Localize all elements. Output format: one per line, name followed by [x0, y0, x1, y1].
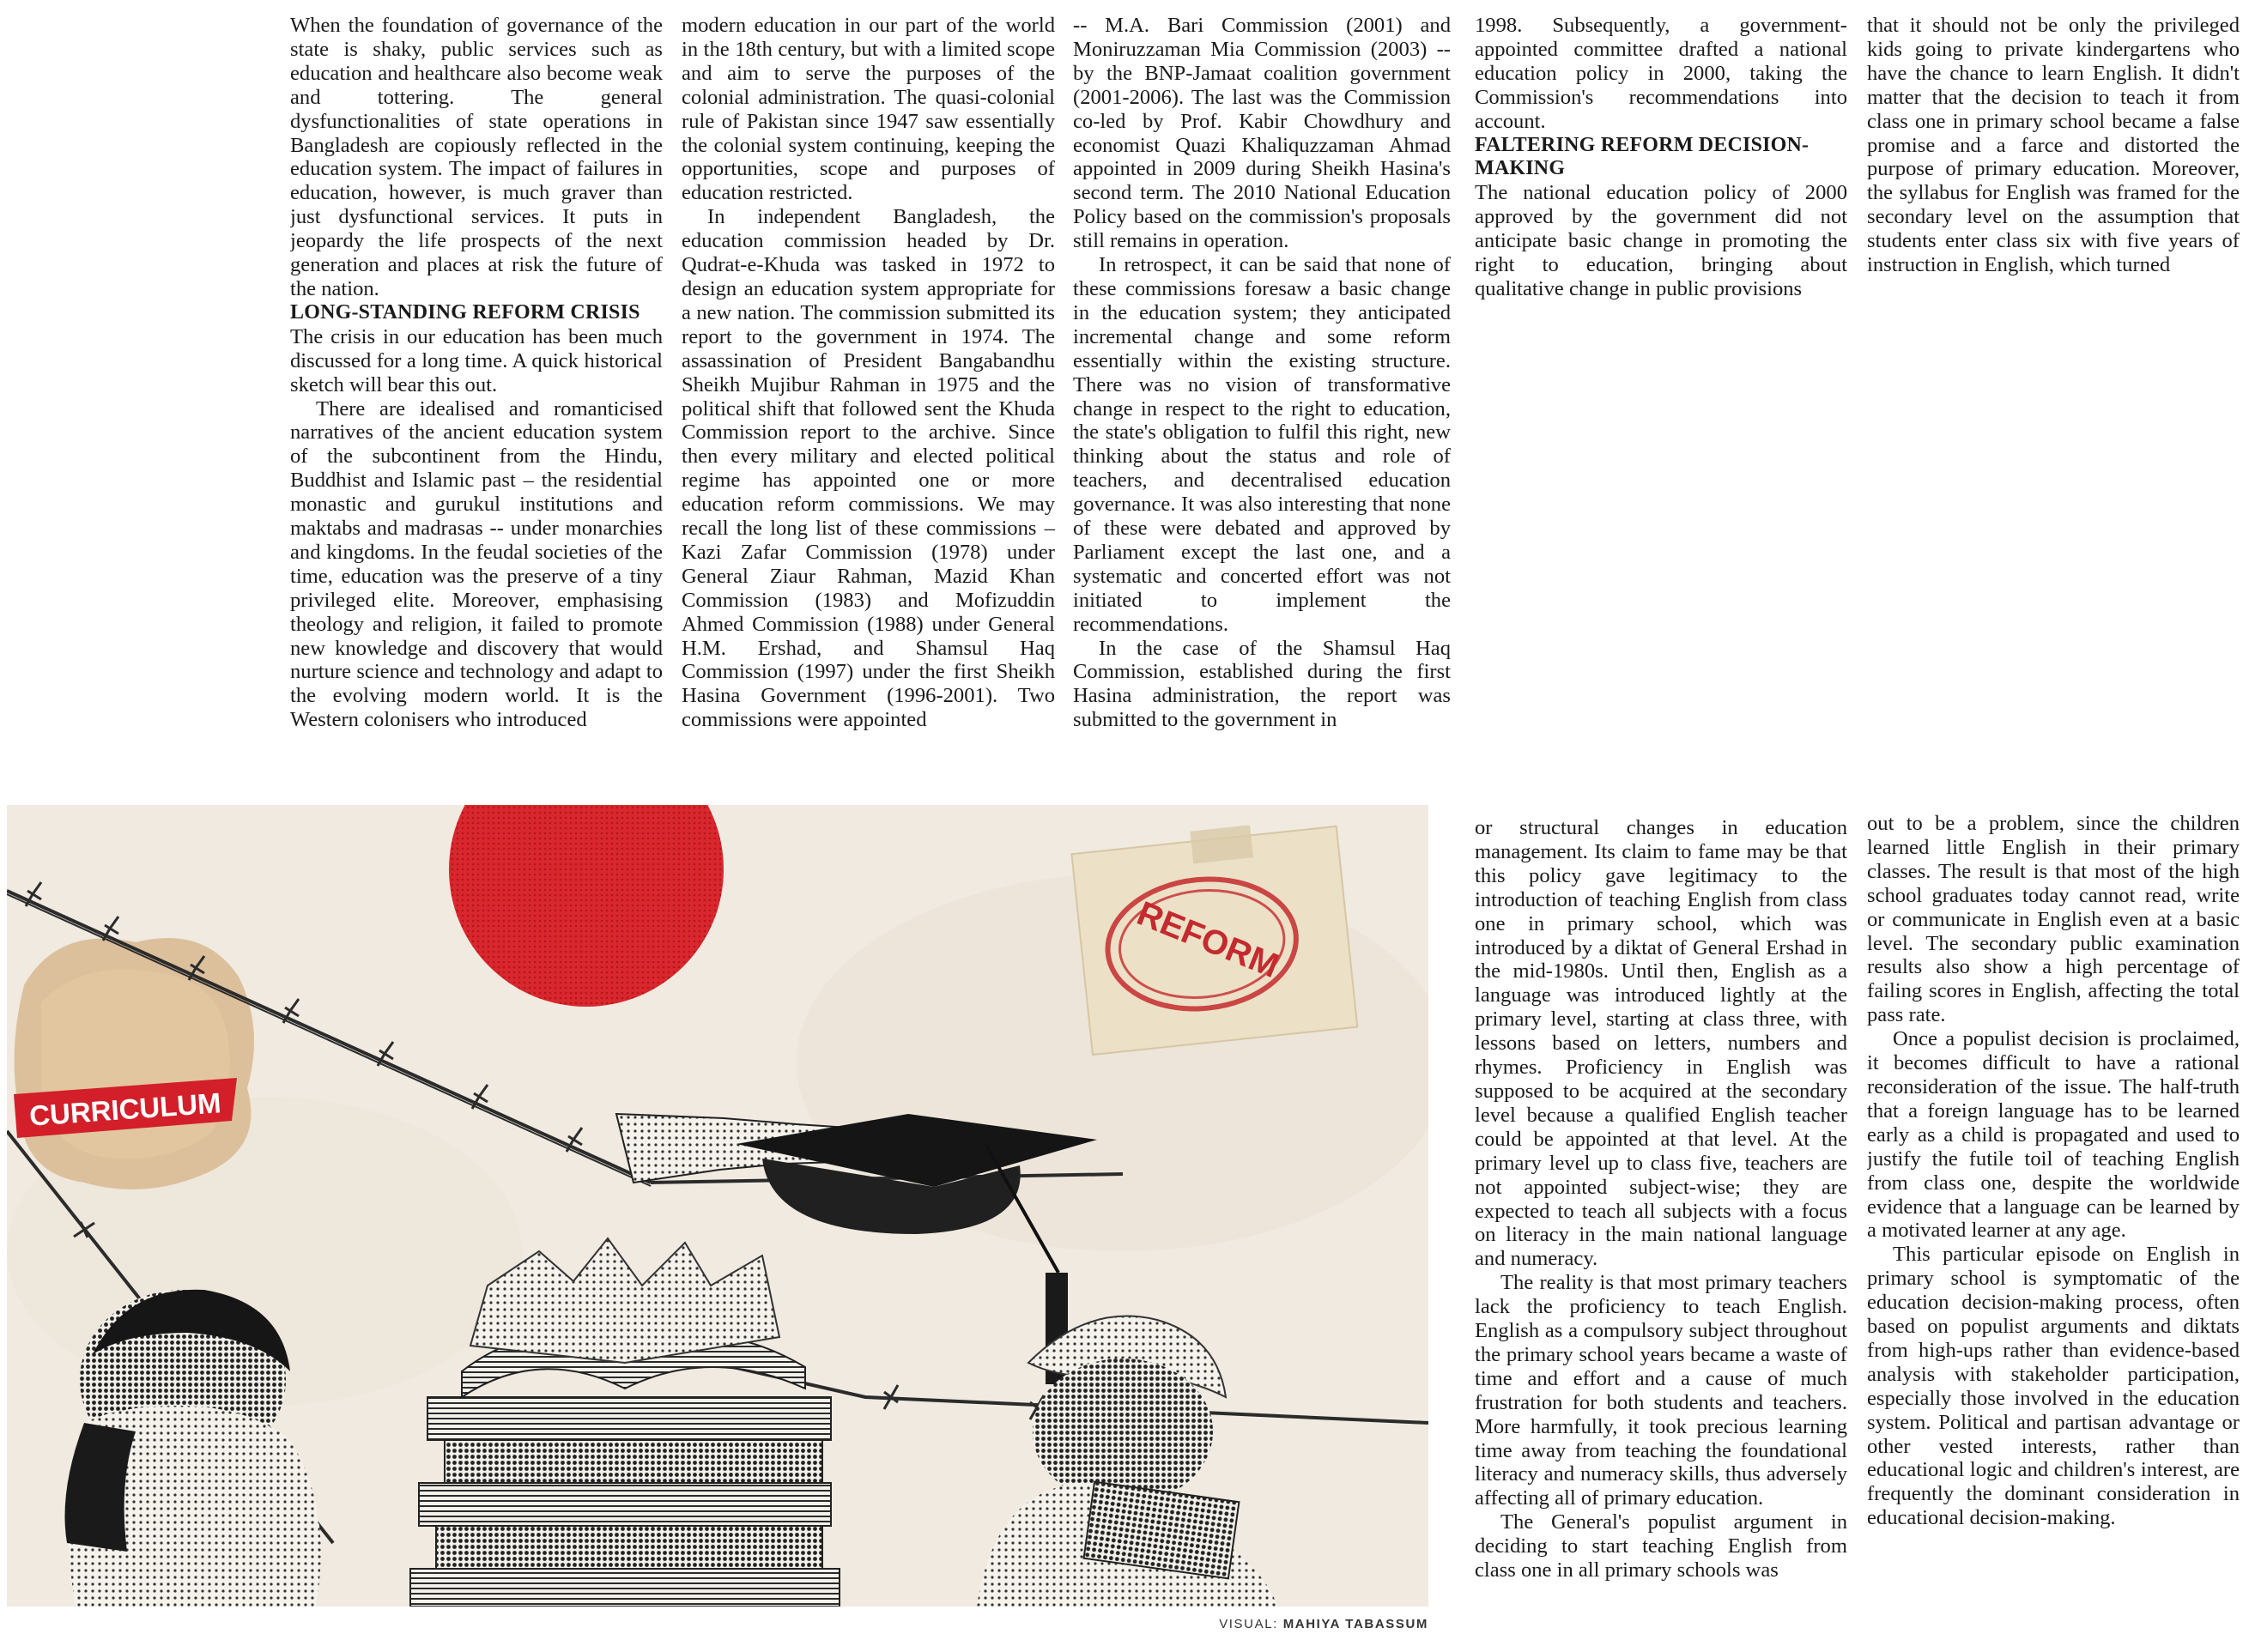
paragraph: or structural changes in education management. Its claim to fame may be that this policy gave legitimacy to the introduction of teaching English from class one in primary school, which was introduced by a diktat of General Ershad in the mid-1980s. Until then, English as a language was introduced lightly at the primary level, starting at class three, with lessons based on letters, numbers and rhymes. Proficiency in English was supposed to be acquired at the secondary level because a qualified English teacher could be appointed at that level. At the primary level up to class five, teachers are not appointed subject-wise; they are expected to teach all subjects with a focus on literacy in the main national language and numeracy.	[1475, 816, 1847, 1271]
credit-name: MAHIYA TABASSUM	[1282, 1617, 1428, 1631]
paragraph: The crisis in our education has been much discussed for a long time. A quick historical sketch will bear this out.	[290, 324, 663, 396]
visual-credit	[1191, 1617, 1428, 1631]
section-heading: LONG-STANDING REFORM CRISIS	[290, 300, 640, 324]
article-column-2	[682, 14, 1055, 783]
paragraph: In independent Bangladesh, the education commission headed by Dr. Qudrat-e-Khuda was tasked in 1972 to design an education system appropriate for a new nation. The commission submitted its report to the government in 1974. The assassination of President Bangabandhu Sheikh Mujibur Rahman in 1975 and the political shift that followed sent the Khuda Commission report to the archive. Since then every military and elected political regime has appointed one or more education reform commissions. We may recall the long list of these commissions – Kazi Zafar Commission (1978) under General Ziaur Rahman, Mazid Khan Commission (1983) and Mofizuddin Ahmed Commission (1988) under General H.M. Ershad, and Shamsul Haq Commission (1997) under the first Sheikh Hasina Government (1996-2001). Two commissions were appointed	[682, 205, 1055, 732]
collage-svg	[7, 805, 1428, 1607]
paragraph: The reality is that most primary teachers lack the proficiency to teach English. English as a compulsory subject throughout the primary school years became a waste of time and effort and a cause of much frustration for both students and teachers. More harmfully, it took precious learning time away from teaching the foundational literacy and numeracy skills, thus adversely affecting all of primary education.	[1475, 1271, 1847, 1510]
paragraph: out to be a problem, since the children learned little English in their primary classes. The result is that most of the high school graduates today cannot read, write or communicate in English even at a basic level. The secondary public examination results also show a high percentage of failing scores in English, affecting the total pass rate.	[1867, 812, 2240, 1027]
paragraph: In retrospect, it can be said that none of these commissions foresaw a basic change in the education system; they anticipated incremental change and some reform essentially within the existing structure. There was no vision of transformative change in respect to the right to education, the state's obligation to fulfil this right, new thinking about the status and role of teachers, and decentralised education governance. It was also interesting that none of these were debated and approved by Parliament except the last one, and a systematic and concerted effort was not initiated to implement the recommendations.	[1073, 253, 1451, 636]
illustration	[7, 805, 1428, 1607]
section-heading: FALTERING REFORM DECISION-MAKING	[1475, 133, 1810, 180]
paragraph: -- M.A. Bari Commission (2001) and Moniruzzaman Mia Commission (2003) -- by the BNP-Jamaat coalition government (2001-2006). The last was the Commission co-led by Prof. Kabir Chowdhury and economist Quazi Khaliquzzaman Ahmad appointed in 2009 during Sheikh Hasina's second term. The 2010 National Education Policy based on the commission's proposals still remains in operation.	[1073, 14, 1451, 253]
article-column-6	[1475, 816, 1847, 1637]
credit-prefix: VISUAL:	[1219, 1617, 1278, 1631]
paragraph: Once a populist decision is proclaimed, it becomes difficult to have a rational reconsideration of the issue. The half-truth that a foreign language has to be learned early as a child is propagated and used to justify the futile toil of teaching English from class one, despite the worldwide evidence that a language can be learned by a motivated learner at any age.	[1867, 1027, 2240, 1243]
paragraph: There are idealised and romanticised narratives of the ancient education system of the subcontinent from the Hindu, Buddhist and Islamic past – the residential monastic and gurukul institutions and maktabs and madrasas -- under monarchies and kingdoms. In the feudal societies of the time, education was the preserve of a tiny privileged elite. Moreover, emphasising theology and religion, it failed to promote new knowledge and discovery that would nurture science and technology and adapt to the evolving modern world. It is the Western colonisers who introduced	[290, 396, 663, 732]
paragraph: When the foundation of governance of the state is shaky, public services such as education and healthcare also become weak and tottering. The general dysfunctionalities of state operations in Bangladesh are copiously reflected in the education system. The impact of failures in education, however, is much graver than just dysfunctional services. It puts in jeopardy the life prospects of the next generation and places at risk the future of the nation.	[290, 14, 663, 300]
paragraph: modern education in our part of the world in the 18th century, but with a limited scope and aim to serve the purposes of the colonial administration. The quasi-colonial rule of Pakistan since 1947 saw essentially the colonial system continuing, keeping the opportunities, scope and purposes of education restricted.	[682, 14, 1055, 205]
curriculum-paper-icon	[14, 938, 254, 1189]
paragraph: In the case of the Shamsul Haq Commission, established during the first Hasina administration, the report was submitted to the government in	[1073, 636, 1451, 732]
article-column-4	[1475, 14, 1847, 314]
article-column-1	[290, 14, 663, 783]
paragraph: that it should not be only the privileged kids going to private kindergartens who have the chance to learn English. It didn't matter that the decision to teach it from class one in primary school became a false promise and a farce and distorted the purpose of primary education. Moreover, the syllabus for English was framed for the secondary level on the assumption that students enter class six with five years of instruction in English, which turned	[1867, 14, 2240, 277]
article-column-7	[1867, 812, 2240, 1624]
paragraph: This particular episode on English in primary school is symptomatic of the education decision-making process, often based on populist arguments and diktats from high-ups rather than evidence-based analysis with stakeholder participation, especially those involved in the education system. Political and partisan advantage or other vested interests, rather than educational logic and children's interest, are frequently the dominant consideration in educational decision-making.	[1867, 1243, 2240, 1530]
article-column-3	[1073, 14, 1451, 783]
paragraph: The national education policy of 2000 approved by the government did not anticipate basic change in promoting the right to education, bringing about qualitative change in public provisions	[1475, 181, 1847, 300]
paragraph: 1998. Subsequently, a government-appointed committee drafted a national education policy in 2000, taking the Commission's recommendations into account.	[1475, 14, 1847, 133]
reform-stamp-label: REFORM	[1131, 894, 1284, 986]
article-column-5	[1867, 14, 2240, 314]
curriculum-label: CURRICULUM	[28, 1086, 222, 1132]
paragraph: The General's populist argument in deciding to start teaching English from class one in all primary schools was	[1475, 1510, 1847, 1582]
